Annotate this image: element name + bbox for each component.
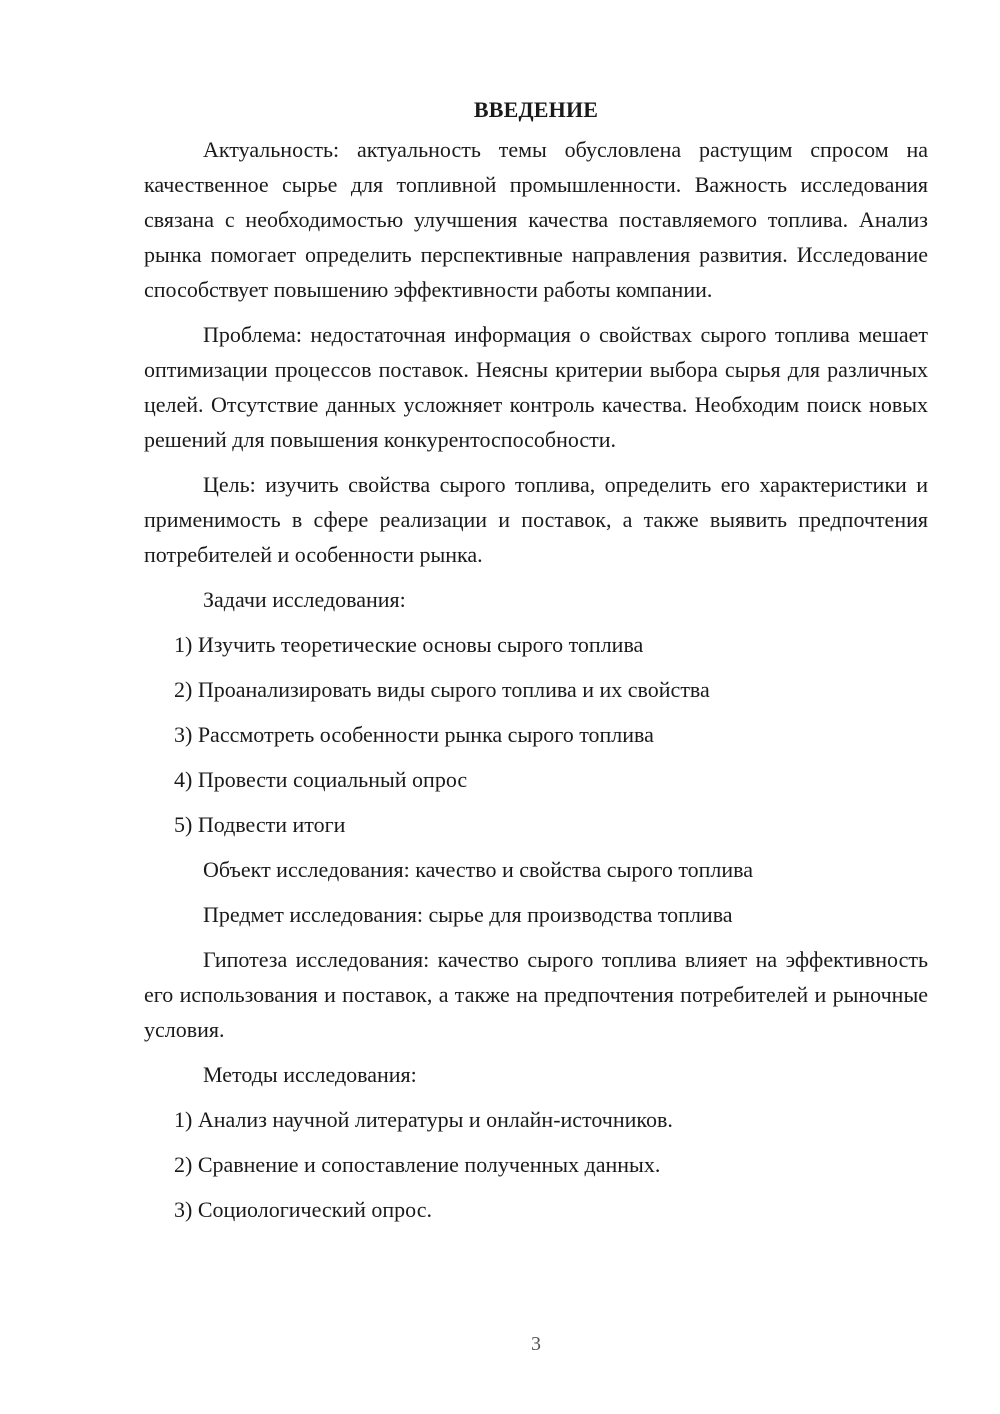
task-item: 1) Изучить теоретические основы сырого топлива	[174, 632, 644, 657]
task-item: 4) Провести социальный опрос	[174, 767, 468, 792]
problem-paragraph: Проблема: недостаточная информация о свойствах сырого топлива мешает оптимизации процессов поставок. Неясны критерии выбора сырья для различных целей. Отсутствие данных усложняет контроль качества. Необходим поиск новых решений для повышения конкурентоспособности.	[144, 322, 928, 452]
page-number: 3	[531, 1333, 541, 1355]
methods-heading: Методы исследования:	[203, 1062, 417, 1087]
task-item: 2) Проанализировать виды сырого топлива и их свойства	[174, 677, 710, 702]
method-item: 3) Социологический опрос.	[174, 1197, 432, 1222]
page-title: ВВЕДЕНИЕ	[473, 97, 599, 122]
document-page	[144, 92, 928, 1237]
subject-line: Предмет исследования: сырье для производства топлива	[203, 902, 733, 927]
goal-paragraph: Цель: изучить свойства сырого топлива, определить его характеристики и применимость в сфере реализации и поставок, а также выявить предпочтения потребителей и особенности рынка.	[144, 472, 928, 567]
tasks-heading: Задачи исследования:	[203, 587, 406, 612]
task-item: 5) Подвести итоги	[174, 812, 346, 837]
task-item: 3) Рассмотреть особенности рынка сырого топлива	[174, 722, 654, 747]
relevance-paragraph: Актуальность: актуальность темы обусловлена растущим спросом на качественное сырье для топливной промышленности. Важность исследования связана с необходимостью улучшения качества поставляемого топлива. Анализ рынка помогает определить перспективные направления развития. Исследование способствует повышению эффективности работы компании.	[144, 137, 928, 302]
hypothesis-paragraph: Гипотеза исследования: качество сырого топлива влияет на эффективность его использования и поставок, а также на предпочтения потребителей и рыночные условия.	[144, 947, 928, 1042]
method-item: 2) Сравнение и сопоставление полученных данных.	[174, 1152, 661, 1177]
object-line: Объект исследования: качество и свойства сырого топлива	[203, 857, 754, 882]
method-item: 1) Анализ научной литературы и онлайн-источников.	[174, 1107, 673, 1132]
